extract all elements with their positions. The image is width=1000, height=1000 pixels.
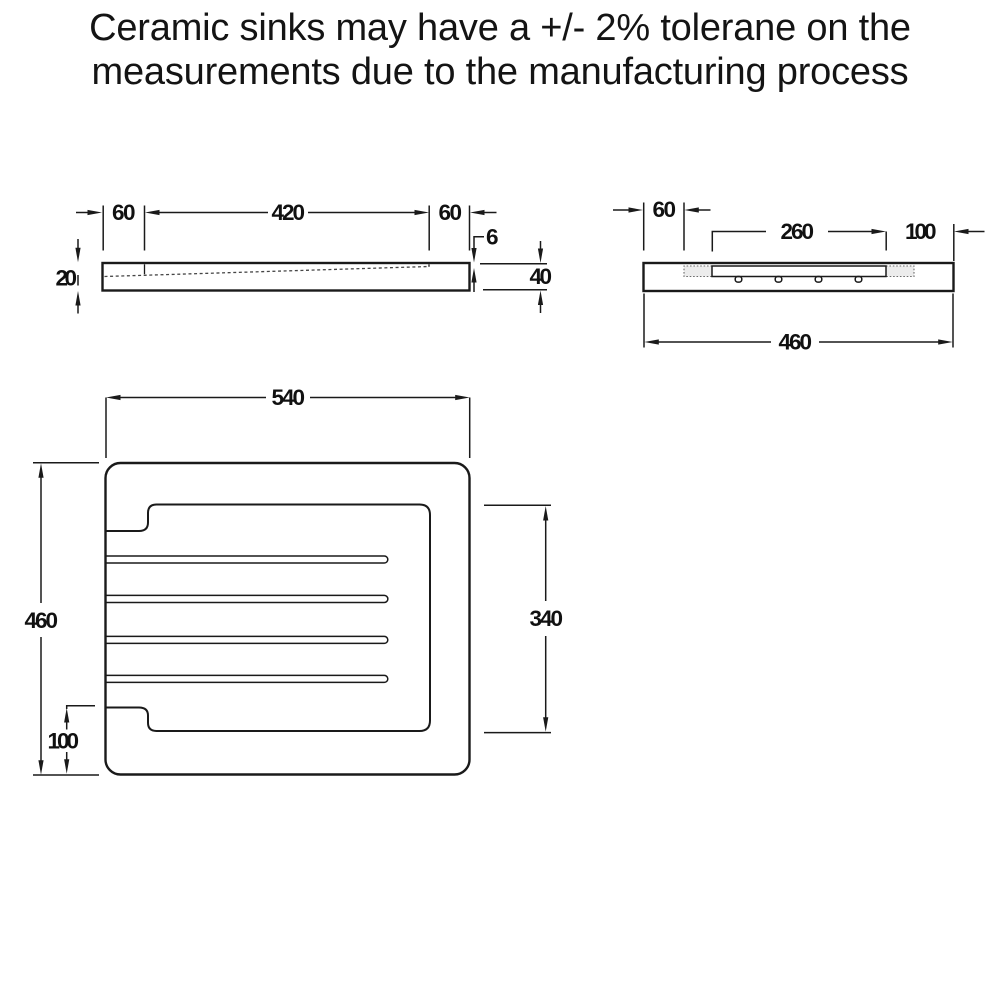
- arrowhead: [75, 291, 80, 306]
- plan-view-body-outline: [106, 463, 470, 775]
- arrowhead: [872, 229, 887, 234]
- dim-label-rim-left: 60: [652, 197, 676, 222]
- arrowhead: [644, 339, 659, 344]
- plan-length-dimension: [106, 385, 470, 458]
- side-view-lip-dimension: [471, 225, 498, 293]
- side-view-left-thickness-dimension: [56, 239, 81, 314]
- arrowhead: [471, 268, 476, 283]
- plan-drainer-depth-dimension: [484, 505, 563, 732]
- channel-hidden-right: [886, 266, 914, 277]
- dim-label-overall-depth: 460: [778, 329, 812, 355]
- arrowhead: [470, 210, 485, 215]
- end-view: [613, 197, 985, 355]
- dim-label-thickness-right: 40: [529, 264, 552, 289]
- dim-label-rim-left: 60: [112, 200, 135, 225]
- end-view-overall-dimension: [644, 294, 953, 355]
- side-view-height-dimension: [480, 241, 552, 313]
- side-view-top-dimensions: [76, 200, 497, 251]
- dim-label-drainer-depth: 340: [529, 606, 563, 631]
- dim-label-lip-height: 6: [485, 224, 499, 250]
- end-view-top-dimensions: [613, 197, 985, 261]
- plan-view: [25, 385, 563, 775]
- arrowhead: [64, 759, 69, 774]
- dim-label-drainer-length: 420: [271, 200, 305, 225]
- dim-label-overall-depth: 460: [24, 608, 58, 633]
- arrowhead: [471, 248, 476, 263]
- dim-label-corner-offset: 100: [47, 728, 79, 754]
- dim-label-flute-section: 260: [780, 219, 814, 244]
- arrowhead: [543, 506, 548, 521]
- arrowhead: [75, 248, 80, 262]
- dim-label-right-section: 100: [905, 219, 936, 244]
- arrowhead: [938, 339, 953, 344]
- tolerance-note-line1: Ceramic sinks may have a +/- 2% tolerane on the: [89, 7, 911, 49]
- dim-label-overall-length: 540: [271, 385, 305, 410]
- arrowhead: [684, 207, 699, 212]
- arrowhead: [455, 395, 470, 400]
- dim-label-thickness-left: 20: [55, 265, 77, 291]
- arrowhead: [64, 708, 69, 723]
- arrowhead: [543, 717, 548, 732]
- arrowhead: [145, 210, 160, 215]
- arrowhead: [538, 249, 543, 264]
- dim-label-rim-right: 60: [438, 200, 462, 225]
- plan-corner-offset-dimension: [48, 706, 96, 774]
- arrowhead: [415, 210, 430, 215]
- arrowhead: [38, 760, 43, 775]
- arrowhead: [629, 207, 644, 212]
- arrowhead: [538, 291, 543, 306]
- arrowhead: [106, 395, 121, 400]
- channel-hidden-left: [684, 266, 712, 277]
- arrowhead: [88, 210, 103, 215]
- arrowhead: [954, 229, 969, 234]
- side-view: [56, 200, 552, 314]
- tolerance-note-line2: measurements due to the manufacturing process: [91, 51, 909, 93]
- arrowhead: [38, 463, 43, 478]
